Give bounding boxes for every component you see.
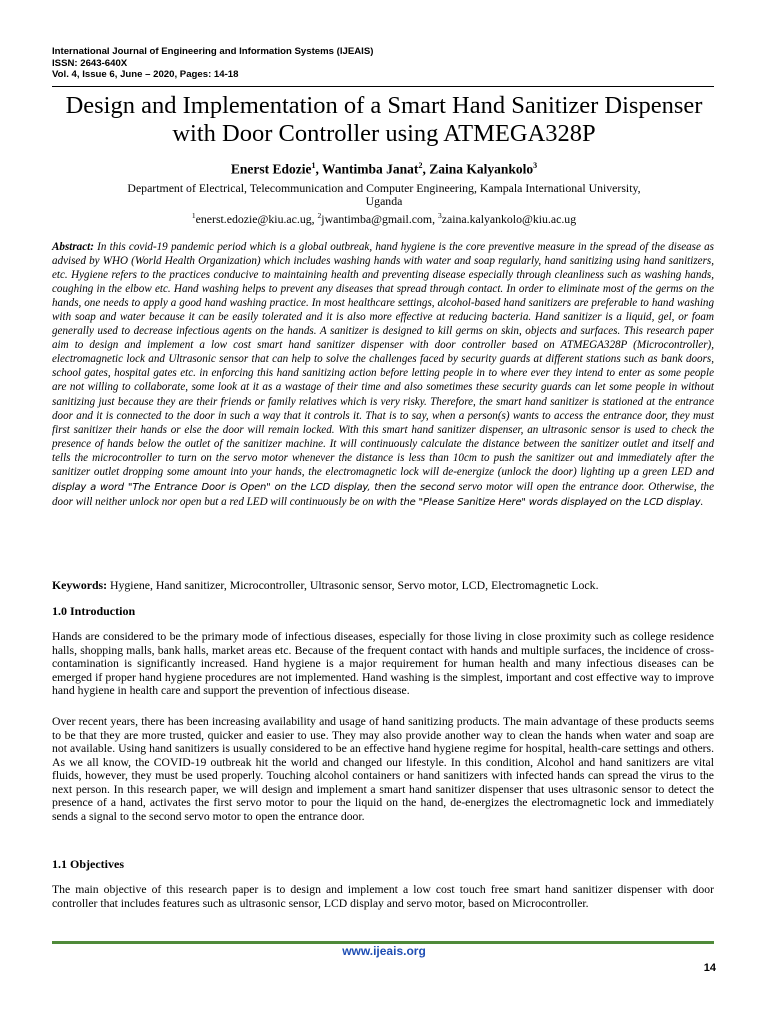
abstract-text-handwriting-style-2: with the "Please Sanitize Here" words displayed on the LCD display	[376, 496, 701, 508]
journal-issn: ISSN: 2643-640X	[52, 57, 128, 69]
email-mark: 3	[437, 210, 442, 220]
section-heading-introduction: 1.0 Introduction	[52, 604, 136, 618]
page-number: 14	[703, 962, 716, 974]
title-line-1: Design and Implementation of a Smart Hand Sanitizer Dispenser	[65, 92, 703, 119]
abstract-label: Abstract:	[52, 241, 94, 253]
abstract-text: In this covid-19 pandemic period which is a global outbreak, hand hygiene is the core preventive measure in the spread of the disease as advised by WHO (World Health Organization) which includes washing hands with water and soap regularly, hand sanitizing using hand sanitizers, etc. Hygiene refers to the practices conducive to maintaining health and preventing disease especially through cleanliness such as washing hands, coughing in the elbow etc. Hand washing helps to prevent any diseases that spread through contact. In order to eliminate most of the germs on the hands, one needs to apply a good hand washing practice. In most healthcare settings, alcohol-based hand sanitizers are preferable to hand washing with soap and water because it can be easily tolerated and it is also more effective at reducing bacteria. Hand sanitizer is a liquid, gel, or foam generally used to decrease infectious agents on the hands. A sanitizer is designed to kill germs on skin, objects and surfaces. This research paper aim to design and implement a low cost smart hand sanitizer dispenser with door controller based on ATMEGA328P (Microcontroller), electromagnetic lock and Ultrasonic sensor that can help to solve the challenges faced by security guards at different stations such as bank doors, school gates, hospital gates etc. in enforcing this hand sanitizing action before letting people in to where ever they intend to enter as some people are not willing to collaborate, some look at it as a wastage of their time and also sometimes these security guards can let some people in without sanitizing just because they are their friends or family relatives which is very risky. Therefore, the smart hand sanitizer is stationed at the entrance door and it is connected to the door in such a way that it controls it. That is to say, when a person(s) wants to access the entrance door, they must first sanitizer their hands or else the door will remain locked. With this smart hand sanitizer dispenser, an ultrasonic sensor is used to check the presence of hands below the outlet of the sanitizer machine. It will continuously calculate the distance between the sanitizer outlet and itself and tells the microcontroller to turn on the servo motor whenever the distance is less than 10cm to push the sanitizer out and immediately after the sanitizer outlet dropping some amount into your hands, the electromagnetic lock will de-energize (unlock the door) lighting up a green LED	[52, 241, 715, 478]
abstract-end: .	[700, 495, 704, 508]
author-name: Zaina Kalyankolo	[429, 161, 534, 177]
email-mark: 2	[317, 210, 322, 220]
journal-volume: Vol. 4, Issue 6, June – 2020, Pages: 14-18	[52, 69, 239, 81]
email-mark: 1	[191, 210, 196, 220]
intro-paragraph-2: Over recent years, there has been increasing availability and usage of hand sanitizing products. The main advantage of these products seems to be that they are more trusted, quicker and easier to use. They may also provide another way to clean the hands when water and soap are not available. Using hand sanitizers is usually considered to be an effective hand hygiene regime for hospital, health-care settings and others. As we all know, the COVID-19 outbreak hit the world and changed our lifestyle. In this condition, Alcohol and hand sanitizers are vital fluids, however, they must be used properly. Touching alcohol containers or hand sanitizers with infected hands can spread the virus to the next person. In this research paper, we will design and implement a smart hand sanitizer dispenser that uses ultrasonic sensor to detect the presence of a hand, activates the first servo motor to pour the liquid on the hand, de-energizes the electromagnetic lock and immediately sends a signal to the second servo motor to open the entrance door.	[52, 715, 714, 823]
abstract	[52, 240, 714, 510]
email-link[interactable]: enerst.edozie@kiu.ac.ug,	[195, 211, 318, 226]
abstract-text-handwriting-style: and display a word "The Entrance Door is Open" on the LCD display, then the second	[52, 466, 714, 493]
journal-header	[52, 46, 712, 81]
objectives-paragraph: The main objective of this research paper is to design and implement a low cost touch free smart hand sanitizer dispenser with door controller that includes features such as ultrasonic sensor, LCD display and servo motor, based on Microcontroller.	[52, 883, 714, 910]
affiliation-country: Uganda	[365, 194, 403, 209]
title-line-2: with Door Controller using ATMEGA328P	[172, 120, 596, 147]
author-mark: 3	[533, 161, 538, 170]
affiliation-line: Department of Electrical, Telecommunication and Computer Engineering, Kampala International University,	[127, 181, 641, 195]
email-link[interactable]: jwantimba@gmail.com,	[321, 211, 438, 226]
paper-title	[40, 92, 728, 148]
author-list: Enerst Edozie$^1$, Wantimba Janat$^2$, Zaina Kalyankolo$^3$	[230, 161, 538, 177]
keywords-text: Hygiene, Hand sanitizer, Microcontroller, Ultrasonic sensor, Servo motor, LCD, Electromagnetic Lock.	[107, 578, 599, 592]
affiliation	[40, 182, 728, 226]
email-link[interactable]: zaina.kalyankolo@kiu.ac.ug	[441, 211, 577, 226]
keywords	[52, 578, 714, 593]
author-name: Enerst Edozie	[230, 161, 312, 177]
abstract-text-continued: servo motor will open the entrance door. Otherwise, the door will neither unlock nor open but a red LED will continuously be on	[52, 480, 715, 508]
journal-name: International Journal of Engineering and Information Systems (IJEAIS)	[52, 46, 374, 57]
section-heading-objectives: 1.1 Objectives	[52, 857, 124, 871]
journal-website-link[interactable]: www.ijeais.org	[342, 944, 426, 958]
header-rule	[52, 86, 714, 87]
author-mark: 1	[311, 161, 316, 170]
author-mark: 2	[418, 161, 423, 170]
keywords-label: Keywords:	[52, 578, 108, 592]
author-emails	[40, 209, 728, 226]
author-name: Wantimba Janat	[322, 161, 419, 177]
intro-paragraph-1: Hands are considered to be the primary mode of infectious diseases, especially for those living in close proximity such as college residence halls, shopping malls, bank halls, market areas etc. Because of the frequent contact with hands and multiple surfaces, the incidence of cross-contamination is significantly increased. Hand hygiene is a major requirement for human health and many infectious diseases can be emerged if proper hand hygiene procedures are not implemented. Hand washing is the simplest, important and cost effective way to improve hand hygiene in health care and support the prevention of infectious disease.	[52, 630, 714, 697]
